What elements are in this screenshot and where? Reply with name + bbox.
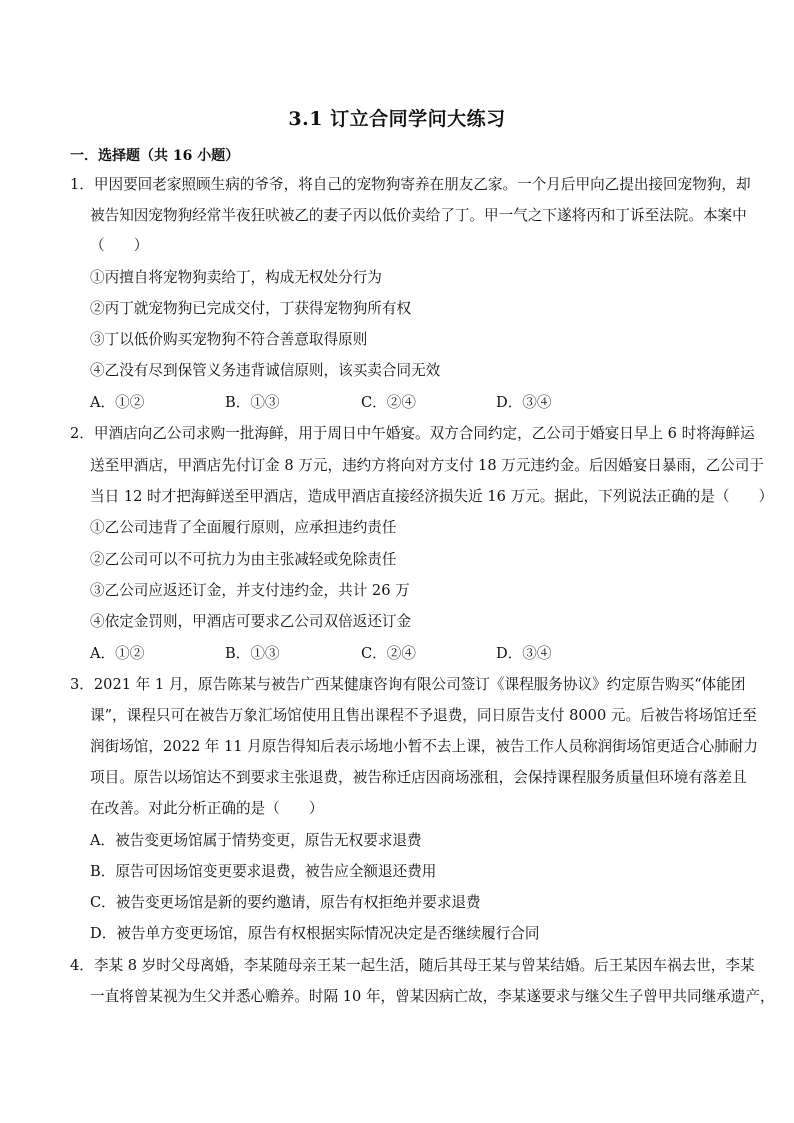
- question-3-line-4: 项目。原告以场馆达不到要求主张退费，被告称迁店因商场涨租，会保持课程服务质量但环境有落差且: [90, 769, 747, 786]
- question-2-statement-4: ④依定金罚则，甲酒店可要求乙公司双倍返还订金: [90, 613, 412, 630]
- question-3-line-3: 润街场馆，2022 年 11 月原告得知后表示场地小暂不去上课，被告工作人员称润街场馆更适合心肺耐力: [90, 738, 758, 755]
- question-2-line-3: 当日 12 时才把海鲜送至甲酒店，造成甲酒店直接经济损失近 16 万元。据此，下列说法正确的是（ ）: [90, 488, 774, 505]
- question-1-option-d[interactable]: D．③④: [496, 394, 552, 411]
- question-3-option-b[interactable]: B．原告可因场馆变更要求退费，被告应全额退还费用: [90, 863, 437, 880]
- question-1-statement-3: ③丁以低价购买宠物狗不符合善意取得原则: [90, 331, 368, 348]
- question-2-option-d[interactable]: D．③④: [496, 645, 552, 662]
- question-3-option-d[interactable]: D．被告单方变更场馆，原告有权根据实际情况决定是否继续履行合同: [90, 925, 540, 942]
- question-4-line-1: 4．李某 8 岁时父母离婚，李某随母亲王某一起生活，随后其母王某与曾某结婚。后王某因车祸去世，李某: [70, 957, 755, 974]
- question-1-option-a[interactable]: A．①②: [90, 394, 145, 411]
- question-3-line-1: 3．2021 年 1 月，原告陈某与被告广西某健康咨询有限公司签订《课程服务协议》约定原告购买“体能团: [70, 676, 746, 693]
- question-2-option-b[interactable]: B．①③: [225, 645, 280, 662]
- question-2-line-1: 2．甲酒店向乙公司求购一批海鲜，用于周日中午婚宴。双方合同约定，乙公司于婚宴日早上 6 时将海鲜运: [70, 425, 755, 442]
- question-2-option-c[interactable]: C．②④: [361, 645, 416, 662]
- section-heading: 一．选择题（共 16 小题）: [70, 148, 240, 164]
- question-1-line-2: 被告知因宠物狗经常半夜狂吠被乙的妻子丙以低价卖给了丁。甲一气之下遂将丙和丁诉至法院。本案中: [90, 207, 747, 224]
- question-3-line-2: 课”，课程只可在被告万象汇场馆使用且售出课程不予退费，同日原告支付 8000 元。后被告将场馆迁至: [90, 707, 757, 724]
- page-title: 3.1 订立合同学问大练习: [288, 108, 506, 130]
- question-1-blank: （ ）: [90, 237, 149, 254]
- question-1-option-c[interactable]: C．②④: [361, 394, 416, 411]
- question-2-statement-2: ②乙公司可以不可抗力为由主张减轻或免除责任: [90, 551, 397, 568]
- question-4-line-2: 一直将曾某视为生父并悉心赡养。时隔 10 年，曾某因病亡故，李某遂要求与继父生子曾甲共同继承遗产，: [90, 988, 775, 1005]
- question-3-line-5: 在改善。对此分析正确的是（ ）: [90, 800, 324, 817]
- question-2-statement-1: ①乙公司违背了全面履行原则，应承担违约责任: [90, 519, 397, 536]
- question-2-statement-3: ③乙公司应返还订金，并支付违约金，共计 26 万: [90, 582, 410, 599]
- question-1-statement-1: ①丙擅自将宠物狗卖给丁，构成无权处分行为: [90, 269, 382, 286]
- question-2-option-a[interactable]: A．①②: [90, 645, 145, 662]
- question-1-option-b[interactable]: B．①③: [225, 394, 280, 411]
- question-1-line-1: 1．甲因要回老家照顾生病的爷爷，将自己的宠物狗寄养在朋友乙家。一个月后甲向乙提出接回宠物狗，却: [70, 176, 751, 193]
- question-1-statement-4: ④乙没有尽到保管义务违背诚信原则，该买卖合同无效: [90, 362, 441, 379]
- question-3-option-c[interactable]: C．被告变更场馆是新的要约邀请，原告有权拒绝并要求退费: [90, 894, 481, 911]
- question-1-statement-2: ②丙丁就宠物狗已完成交付，丁获得宠物狗所有权: [90, 300, 412, 317]
- question-2-line-2: 送至甲酒店，甲酒店先付订金 8 万元，违约方将向对方支付 18 万元违约金。后因婚宴日暴雨，乙公司于: [90, 457, 764, 474]
- question-3-option-a[interactable]: A．被告变更场馆属于情势变更，原告无权要求退费: [90, 832, 422, 849]
